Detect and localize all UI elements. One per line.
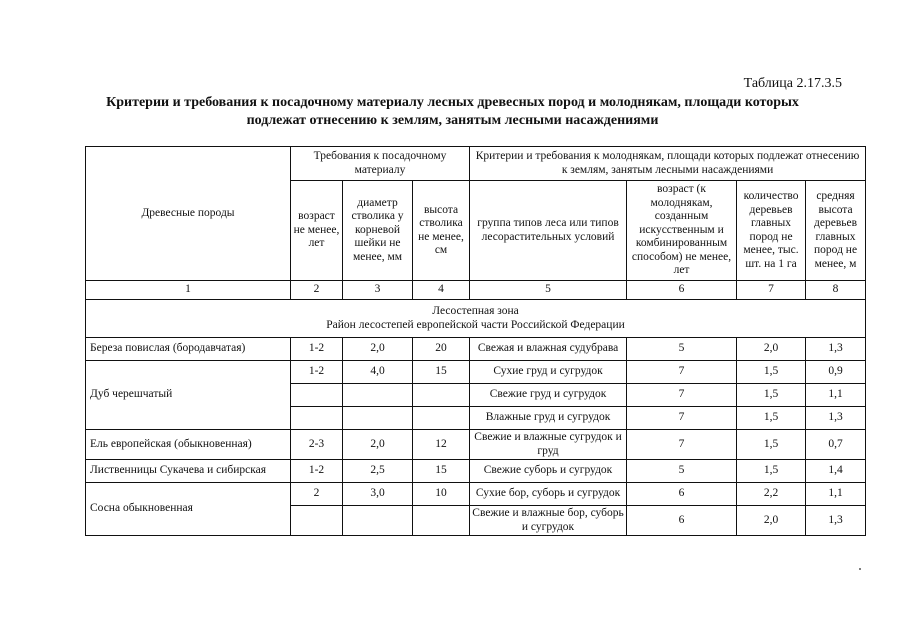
column-number: 2	[291, 281, 343, 300]
young-age-cell: 5	[627, 460, 737, 483]
height-cell: 10	[413, 483, 470, 506]
header-height: высота стволика не менее, см	[413, 181, 470, 281]
header-avg-height: средняя высота деревьев главных пород не менее, м	[806, 181, 866, 281]
young-age-cell: 6	[627, 506, 737, 536]
table-row	[86, 430, 866, 460]
tree-count-cell: 1,5	[737, 430, 806, 460]
avg-height-cell: 1,1	[806, 483, 866, 506]
tree-count-cell: 1,5	[737, 407, 806, 430]
age-cell: 1-2	[291, 361, 343, 384]
height-cell: 15	[413, 361, 470, 384]
column-number: 6	[627, 281, 737, 300]
forest-group-cell: Свежие и влажные сугрудок и груд	[470, 430, 627, 460]
diameter-cell	[343, 384, 413, 407]
tree-count-cell: 1,5	[737, 361, 806, 384]
criteria-table	[85, 146, 866, 536]
column-number: 5	[470, 281, 627, 300]
table-row	[86, 338, 866, 361]
forest-group-cell: Влажные груд и сугрудок	[470, 407, 627, 430]
table-row	[86, 483, 866, 506]
diameter-cell: 4,0	[343, 361, 413, 384]
young-age-cell: 7	[627, 361, 737, 384]
diameter-cell	[343, 407, 413, 430]
scan-speck	[859, 568, 861, 570]
zone-cell	[86, 300, 866, 338]
age-cell: 2-3	[291, 430, 343, 460]
diameter-cell	[343, 506, 413, 536]
forest-group-cell: Сухие бор, суборь и сугрудок	[470, 483, 627, 506]
column-number: 7	[737, 281, 806, 300]
header-row-top	[86, 147, 866, 181]
age-cell: 1-2	[291, 460, 343, 483]
tree-count-cell: 1,5	[737, 460, 806, 483]
height-cell: 12	[413, 430, 470, 460]
species-cell: Дуб черешчатый	[86, 361, 291, 430]
avg-height-cell: 1,3	[806, 506, 866, 536]
zone-region: Район лесостепей европейской части Российской Федерации	[326, 318, 625, 331]
avg-height-cell: 0,7	[806, 430, 866, 460]
young-age-cell: 7	[627, 384, 737, 407]
header-species: Древесные породы	[86, 147, 291, 281]
age-cell: 2	[291, 483, 343, 506]
column-number: 1	[86, 281, 291, 300]
zone-row	[86, 300, 866, 338]
diameter-cell: 3,0	[343, 483, 413, 506]
age-cell: 1-2	[291, 338, 343, 361]
age-cell	[291, 384, 343, 407]
age-cell	[291, 407, 343, 430]
table-number: Таблица 2.17.3.5	[743, 76, 842, 91]
forest-group-cell: Сухие груд и сугрудок	[470, 361, 627, 384]
diameter-cell: 2,5	[343, 460, 413, 483]
zone-name: Лесостепная зона	[432, 305, 519, 317]
avg-height-cell: 1,3	[806, 407, 866, 430]
tree-count-cell: 2,0	[737, 338, 806, 361]
tree-count-cell: 2,0	[737, 506, 806, 536]
species-cell: Сосна обыкновенная	[86, 483, 291, 536]
young-age-cell: 5	[627, 338, 737, 361]
header-young-age: возраст (к молоднякам, созданным искусственным и комбинированным способом) не менее, лет	[627, 181, 737, 281]
column-number-row	[86, 281, 866, 300]
young-age-cell: 6	[627, 483, 737, 506]
forest-group-cell: Свежие суборь и сугрудок	[470, 460, 627, 483]
forest-group-cell: Свежая и влажная судубрава	[470, 338, 627, 361]
diameter-cell: 2,0	[343, 430, 413, 460]
header-tree-count: количество деревьев главных пород не менее, тыс. шт. на 1 га	[737, 181, 806, 281]
column-number: 4	[413, 281, 470, 300]
avg-height-cell: 1,3	[806, 338, 866, 361]
header-age: возраст не менее, лет	[291, 181, 343, 281]
header-planting-material: Требования к посадочному материалу	[291, 147, 470, 181]
table-row	[86, 460, 866, 483]
header-young-stands: Критерии и требования к молоднякам, площади которых подлежат отнесению к землям, занятым лесными насаждениями	[470, 147, 866, 181]
column-number: 3	[343, 281, 413, 300]
age-cell	[291, 506, 343, 536]
table-caption: Критерии и требования к посадочному материалу лесных древесных пород и молоднякам, площади которых подлежат отнесению к землям, занятым лесными насаждениями	[106, 95, 799, 128]
height-cell	[413, 384, 470, 407]
avg-height-cell: 1,4	[806, 460, 866, 483]
column-number: 8	[806, 281, 866, 300]
species-cell: Лиственницы Сукачева и сибирская	[86, 460, 291, 483]
species-cell: Береза повислая (бородавчатая)	[86, 338, 291, 361]
avg-height-cell: 0,9	[806, 361, 866, 384]
height-cell: 20	[413, 338, 470, 361]
young-age-cell: 7	[627, 407, 737, 430]
header-forest-group: группа типов леса или типов лесорастительных условий	[470, 181, 627, 281]
diameter-cell: 2,0	[343, 338, 413, 361]
height-cell	[413, 506, 470, 536]
tree-count-cell: 1,5	[737, 384, 806, 407]
table-row	[86, 361, 866, 384]
forest-group-cell: Свежие и влажные бор, суборь и сугрудок	[470, 506, 627, 536]
tree-count-cell: 2,2	[737, 483, 806, 506]
avg-height-cell: 1,1	[806, 384, 866, 407]
height-cell	[413, 407, 470, 430]
young-age-cell: 7	[627, 430, 737, 460]
forest-group-cell: Свежие груд и сугрудок	[470, 384, 627, 407]
species-cell: Ель европейская (обыкновенная)	[86, 430, 291, 460]
height-cell: 15	[413, 460, 470, 483]
header-diameter: диаметр стволика у корневой шейки не менее, мм	[343, 181, 413, 281]
